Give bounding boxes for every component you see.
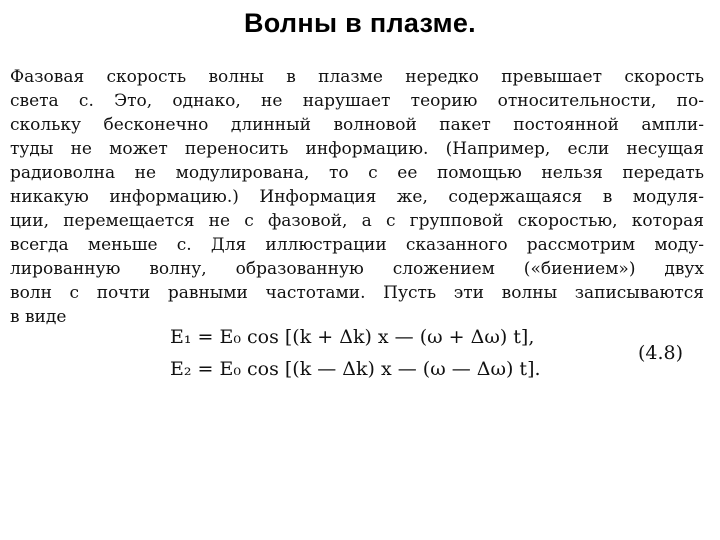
paragraph-line: всегда меньше c. Для иллюстрации сказанного рассмотрим моду- — [10, 235, 704, 255]
equation-e2: E₂ = E₀ cos [(k — Δk) x — (ω — Δω) t]. — [170, 358, 541, 380]
equation-e1: E₁ = E₀ cos [(k + Δk) x — (ω + Δω) t], — [170, 326, 535, 348]
equation-number: (4.8) — [638, 342, 684, 364]
paragraph-line: лированную волну, образованную сложением («биением») двух — [10, 259, 704, 279]
paragraph-line: никакую информацию.) Информация же, содержащаяся в модуля- — [10, 187, 704, 207]
paragraph-line: туды не может переносить информацию. (Например, если несущая — [10, 139, 704, 159]
paragraph-line: света c. Это, однако, не нарушает теорию относительности, по- — [10, 91, 704, 111]
paragraph-line: ции, перемещается не с фазовой, а с групповой скоростью, которая — [10, 211, 704, 231]
paragraph-line: скольку бесконечно длинный волновой пакет постоянной ампли- — [10, 115, 704, 135]
slide-title: Волны в плазме. — [244, 8, 476, 38]
paragraph-line: волн с почти равными частотами. Пусть эти волны записываются — [10, 283, 704, 303]
paragraph-line: радиоволна не модулирована, то с ее помощью нельзя передать — [10, 163, 704, 183]
paragraph-line: Фазовая скорость волны в плазме нередко превышает скорость — [10, 67, 704, 87]
paragraph-line: в виде — [10, 307, 67, 327]
